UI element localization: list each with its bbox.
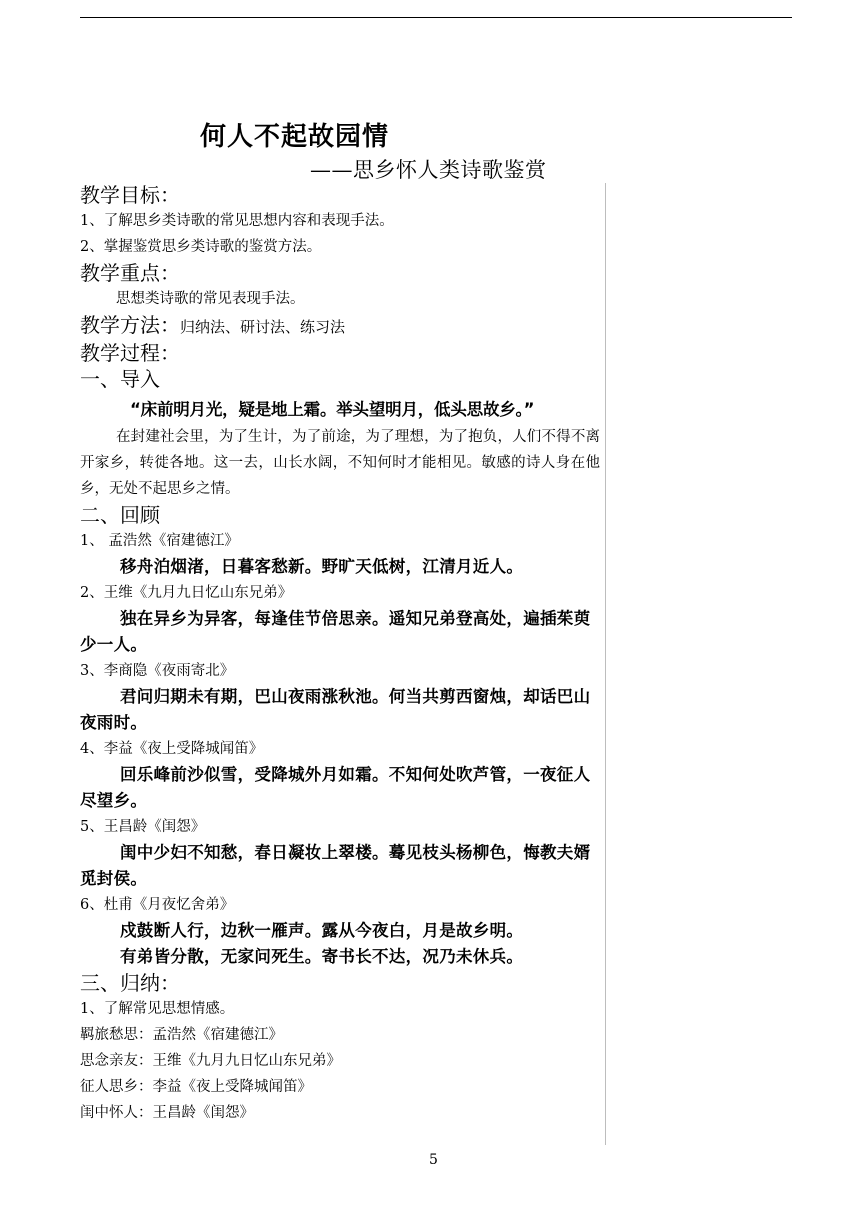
- key-points-heading: 教学重点：: [80, 261, 180, 285]
- summary-item: 思念亲友：王维《九月九日忆山东兄弟》: [80, 1053, 341, 1069]
- objectives-heading: 教学目标：: [80, 183, 180, 207]
- objective-item: 1、了解思乡类诗歌的常见思想内容和表现手法。: [80, 213, 394, 229]
- poem-text: 独在异乡为异客，每逢佳节倍思亲。遥知兄弟登高处，遍插茱萸少一人。: [80, 609, 591, 654]
- intro-paragraph: 在封建社会里，为了生计，为了前途，为了理想，为了抱负，人们不得不离开家乡，转徙各地。这一去，山长水阔，不知何时才能相见。敏感的诗人身在他乡，无处不起思乡之情。: [80, 429, 600, 497]
- poem-source: 5、王昌龄《闺怨》: [80, 819, 206, 835]
- poem-source: 1、 孟浩然《宿建德江》: [80, 533, 239, 549]
- poem-text: 闺中少妇不知愁，春日凝妆上翠楼。蓦见枝头杨柳色，悔教夫婿觅封侯。: [80, 843, 591, 888]
- summary-item: 征人思乡：李益《夜上受降城闻笛》: [80, 1079, 312, 1095]
- poem-text: 回乐峰前沙似雪，受降城外月如霜。不知何处吹芦管，一夜征人尽望乡。: [80, 765, 591, 810]
- page-number: 5: [429, 1152, 438, 1168]
- lesson-body: [80, 182, 600, 1126]
- poem-text: 移舟泊烟渚，日暮客愁新。野旷天低树，江清月近人。: [120, 557, 524, 576]
- summary-heading: 三、归纳：: [80, 971, 180, 995]
- document-subtitle: ——思乡怀人类诗歌鉴赏: [310, 158, 547, 182]
- objective-item: 2、掌握鉴赏思乡类诗歌的鉴赏方法。: [80, 239, 322, 255]
- key-points-text: 思想类诗歌的常见表现手法。: [116, 291, 305, 307]
- poem-text-line: 戍鼓断人行，边秋一雁声。露从今夜白，月是故乡明。: [120, 921, 524, 940]
- methods-text: 归纳法、研讨法、练习法: [180, 318, 346, 336]
- poem-source: 4、李益《夜上受降城闻笛》: [80, 741, 264, 757]
- review-heading: 二、回顾: [80, 503, 160, 527]
- summary-item: 闺中怀人：王昌龄《闺怨》: [80, 1105, 254, 1121]
- summary-item: 1、了解常见思想情感。: [80, 1001, 235, 1017]
- document-title: 何人不起故园情: [200, 122, 390, 152]
- process-heading: 教学过程：: [80, 341, 180, 365]
- intro-quote: “床前明月光，疑是地上霜。举头望明月，低头思故乡。”: [130, 400, 535, 419]
- header-rule: [80, 17, 792, 18]
- poem-source: 2、王维《九月九日忆山东兄弟》: [80, 585, 293, 601]
- margin-rule: [605, 183, 606, 1145]
- intro-heading: 一、导入: [80, 367, 160, 391]
- poem-text: 君问归期未有期，巴山夜雨涨秋池。何当共剪西窗烛，却话巴山夜雨时。: [80, 687, 591, 732]
- poem-source: 6、杜甫《月夜忆舍弟》: [80, 897, 235, 913]
- poem-source: 3、李商隐《夜雨寄北》: [80, 663, 235, 679]
- methods-heading: 教学方法：: [80, 313, 180, 337]
- summary-item: 羁旅愁思：孟浩然《宿建德江》: [80, 1027, 283, 1043]
- methods-row: [80, 312, 600, 340]
- poem-text-line: 有弟皆分散，无家问死生。寄书长不达，况乃未休兵。: [120, 947, 524, 966]
